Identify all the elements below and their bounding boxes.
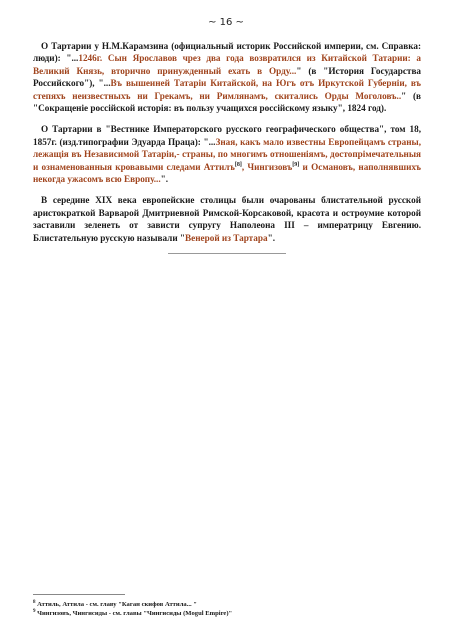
quote-highlight: Зная, какъ мало известны Европейцамъ страны, лежащія въ Независимой Татаріи,- страны, по многимъ отношеніямъ, достопрімечательныя и ознаменованныя кровавыми следами Аттилъ [33, 136, 421, 172]
text-run: О Тартарии у Н.М.Карамзина (официальный историк Российской империи, см. Справка: люди): "... [33, 41, 421, 64]
paragraph-geographic-society [33, 123, 421, 185]
paragraph-venus-of-tartarus [33, 194, 421, 244]
quote-highlight: Венерой из Тартара [185, 232, 268, 243]
quote-highlight: 1246г. Сын Ярославов чрез два года возвратился из Китайской Татарии: а Великий Князь, вторично принужденный ехать в Орду... [33, 53, 421, 76]
footnote-mark: 8 [33, 599, 36, 605]
footnote-rule [33, 594, 125, 595]
footnote-8 [33, 600, 421, 609]
body-text [33, 40, 421, 254]
quote-highlight: Въ вышеиней Татаріи Китайской, на Югъ отъ Иркутской Губерніи, въ степяхъ неизвестныхъ ни Грекамъ, ни Римлянамъ, скитались Орды Моголовъ.. [33, 78, 421, 101]
text-run: ". [160, 174, 169, 185]
paragraph-karamzin [33, 40, 421, 114]
footnote-text: Аттиль, Аттила - см. главу "Каган скифов Аттила... " [35, 601, 197, 608]
footnotes [33, 594, 421, 618]
footnote-ref-9[interactable]: [9] [292, 161, 300, 168]
text-run: ". [267, 232, 276, 243]
text-run: В середине XIX века европейские столицы были очарованы блистательной русской аристократкой Варварой Дмитриевной Римской-Корсаковой, красота и остроумие которой заставили зеленеть от зависти супругу Наполеона III – императрицу Евгению. Блистательную русскую называли " [33, 195, 421, 243]
footnote-mark: 9 [33, 608, 36, 614]
footnote-9 [33, 609, 421, 618]
footnote-text: Чингизовъ, Чингисиды - см. главы "Чингисиды (Mogul Empire)" [35, 610, 233, 617]
text-run: О Тартарии в "Вестнике Императорского русского географического общества", том 18, 1857г. (изд.типографии Эдуарда Праца): "... [33, 124, 421, 147]
section-divider [168, 253, 286, 254]
page-number: ~ 16 ~ [208, 17, 244, 28]
text-run: " (в "История Государства Российского"), "... [33, 65, 421, 89]
quote-highlight: и Османовъ, наполнявшихъ некогда ужасомъ всю Европу... [33, 161, 421, 185]
quote-highlight: , Чингизовъ [241, 161, 293, 172]
text-run: " (в "Сокращеніе россійской исторія: въ пользу учащихся россійскому языку", 1824 год). [33, 90, 422, 114]
footnote-ref-8[interactable]: [8] [234, 161, 242, 168]
